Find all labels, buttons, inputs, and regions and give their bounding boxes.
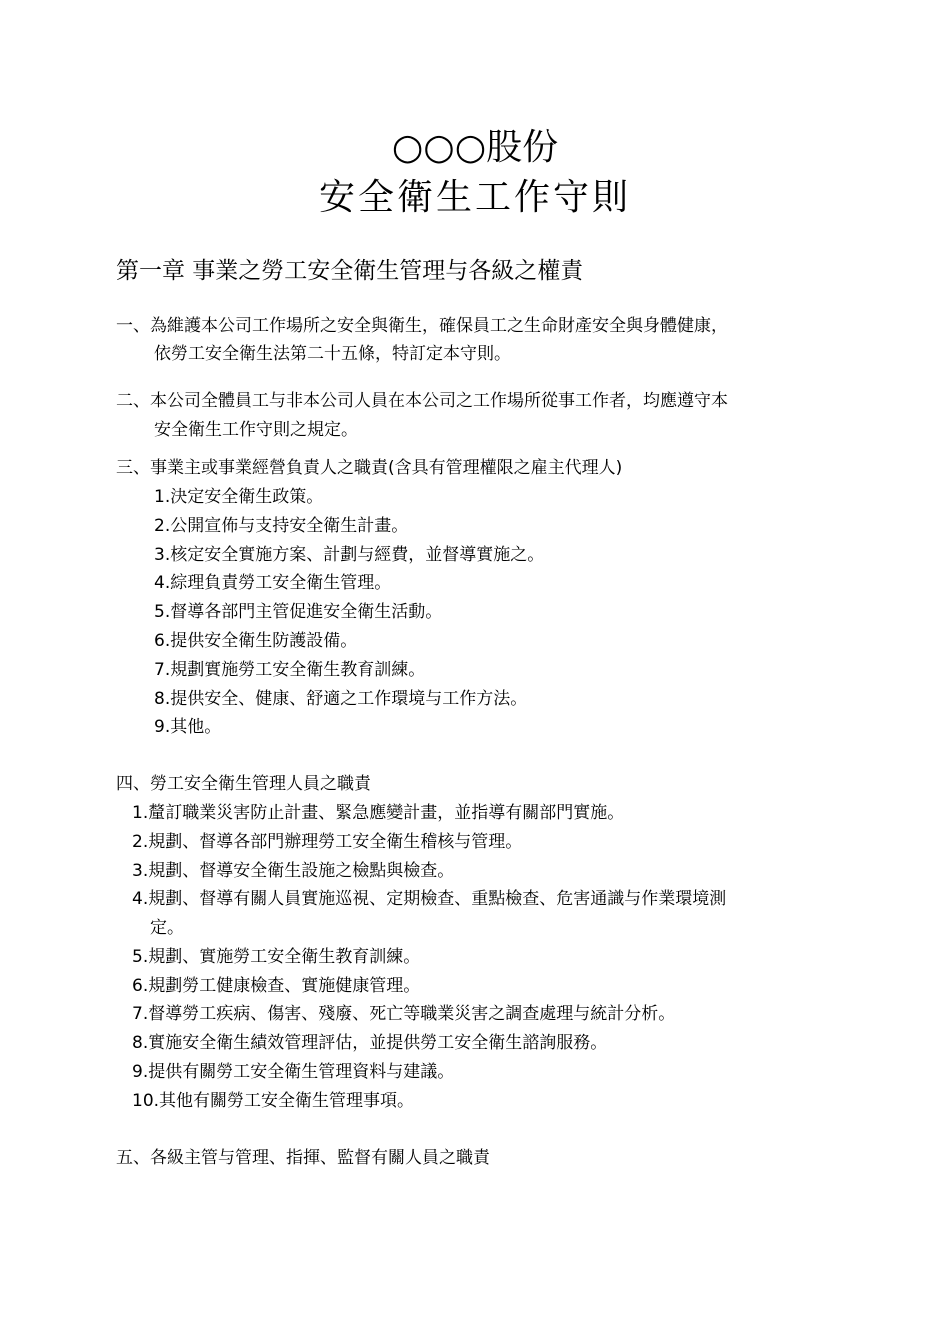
section-4-heading: 四、勞工安全衛生管理人員之職責 — [116, 774, 371, 794]
section-3-item: 5.督導各部門主管促進安全衛生活動。 — [154, 602, 443, 622]
section-1-line-2: 依勞工安全衛生法第二十五條，特訂定本守則。 — [154, 344, 511, 364]
company-title: ○○○股份 — [391, 127, 559, 168]
section-3-heading: 三、事業主或事業經營負責人之職責(含具有管理權限之雇主代理人) — [116, 458, 623, 478]
section-4-item: 6.規劃勞工健康檢查、實施健康管理。 — [132, 976, 421, 996]
section-3-item: 4.綜理負責勞工安全衛生管理。 — [154, 573, 392, 593]
section-3-item: 1.決定安全衛生政策。 — [154, 487, 324, 507]
section-4-item: 1.釐訂職業災害防止計畫、緊急應變計畫，並指導有關部門實施。 — [132, 803, 625, 823]
section-3-item: 7.規劃實施勞工安全衛生教育訓練。 — [154, 660, 426, 680]
section-4-item: 5.規劃、實施勞工安全衛生教育訓練。 — [132, 947, 421, 967]
section-3-item: 3.核定安全實施方案、計劃与經費，並督導實施之。 — [154, 545, 545, 565]
section-4-item: 3.規劃、督導安全衛生設施之檢點與檢查。 — [132, 861, 455, 881]
document-title: 安全衛生工作守則 — [318, 177, 631, 218]
section-2-line-2: 安全衛生工作守則之規定。 — [154, 420, 358, 440]
section-3-item: 9.其他。 — [154, 717, 222, 737]
section-2-line-1: 二、本公司全體員工与非本公司人員在本公司之工作場所從事工作者，均應遵守本 — [116, 391, 728, 411]
section-4-item: 10.其他有關勞工安全衛生管理事項。 — [132, 1091, 415, 1111]
section-4-item: 4.規劃、督導有關人員實施巡視、定期檢查、重點檢查、危害通識与作業環境測 — [132, 889, 727, 909]
section-1-line-1: 一、為維護本公司工作場所之安全與衛生，確保員工之生命財產安全與身體健康， — [116, 316, 728, 336]
section-3-item: 2.公開宣佈与支持安全衛生計畫。 — [154, 516, 409, 536]
section-4-item: 9.提供有關勞工安全衛生管理資料与建議。 — [132, 1062, 455, 1082]
section-3-item: 8.提供安全、健康、舒適之工作環境与工作方法。 — [154, 689, 528, 709]
section-4-item: 8.實施安全衛生績效管理評估，並提供勞工安全衛生諮詢服務。 — [132, 1033, 608, 1053]
chapter-heading: 第一章 事業之勞工安全衛生管理与各級之權責 — [116, 258, 584, 284]
section-4-item: 7.督導勞工疾病、傷害、殘廢、死亡等職業災害之調查處理与統計分析。 — [132, 1004, 676, 1024]
section-5-heading: 五、各級主管与管理、指揮、監督有關人員之職責 — [116, 1148, 490, 1168]
section-4-item: 2.規劃、督導各部門辦理勞工安全衛生稽核与管理。 — [132, 832, 523, 852]
section-4-item-continued: 定。 — [150, 918, 184, 938]
section-3-item: 6.提供安全衛生防護設備。 — [154, 631, 358, 651]
